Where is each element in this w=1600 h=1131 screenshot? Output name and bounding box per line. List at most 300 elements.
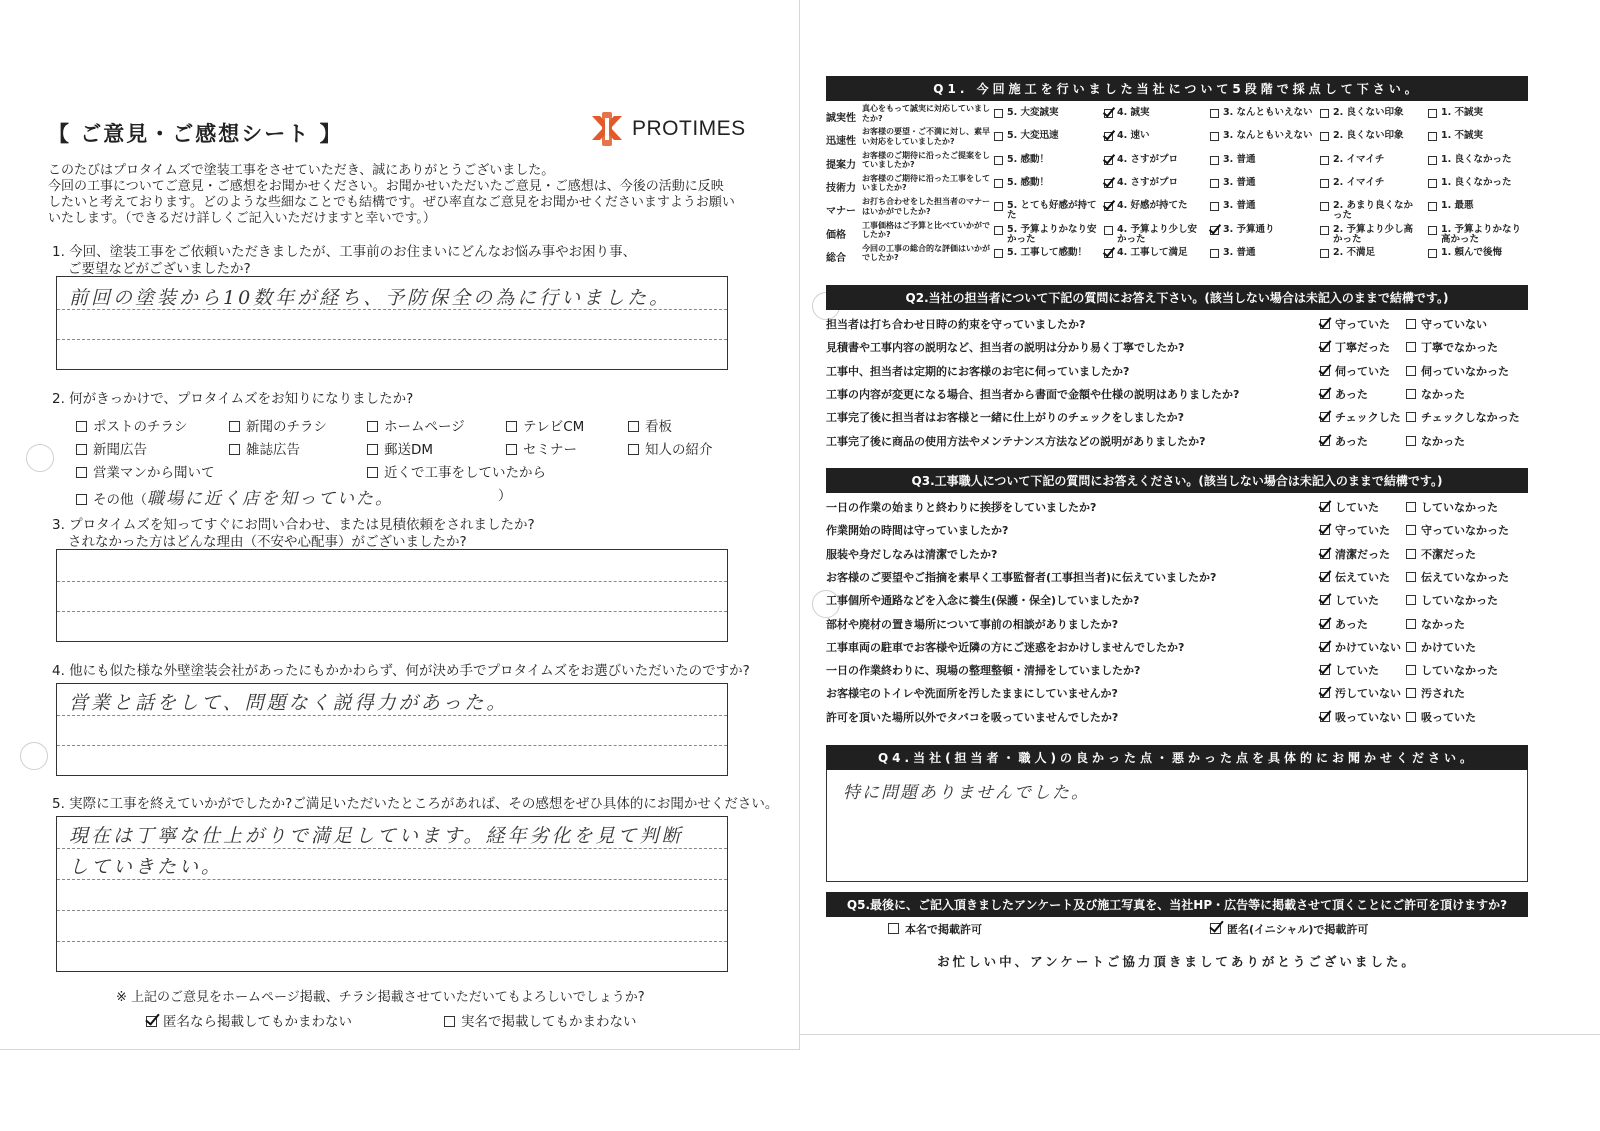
q5-option-real-name[interactable]: 本名で掲載許可 — [888, 921, 982, 937]
q1-option[interactable] — [1320, 108, 1420, 118]
checkbox[interactable] — [994, 109, 1003, 118]
q1-option[interactable] — [1428, 201, 1528, 211]
q2-header-bar: Q2.当社の担当者について下記の質問にお答え下さい。(該当しない場合は未記入のままで結構です。) — [826, 285, 1528, 310]
question-2: 2. 何がきっかけで、プロタイムズをお知りになりましたか? — [52, 391, 414, 407]
intro-paragraph — [48, 163, 748, 227]
q1-option[interactable] — [1104, 178, 1204, 188]
checkbox[interactable] — [994, 226, 1003, 235]
q1-category: 総合 — [826, 252, 846, 264]
checkbox[interactable] — [367, 467, 378, 478]
q1-option-label: 1. 良くなかった — [1441, 176, 1512, 188]
checkbox[interactable] — [1210, 202, 1219, 211]
option-nearby-work[interactable]: 近くで工事をしていたから — [367, 461, 546, 481]
checkbox[interactable] — [1210, 249, 1219, 258]
q3-row — [826, 589, 1528, 609]
q1-option-label: 1. 最悪 — [1441, 200, 1474, 212]
checkbox[interactable] — [1428, 132, 1437, 141]
answer-label: 丁寧だった — [1335, 341, 1390, 355]
checkbox[interactable] — [1406, 572, 1416, 582]
q1-option-label: 2. あまり良くなかった — [1333, 200, 1414, 222]
q3-row — [826, 659, 1528, 679]
checkbox[interactable] — [367, 444, 378, 455]
q5-option-initials[interactable]: 匿名(イニシャル)で掲載許可 — [1210, 921, 1368, 937]
q2-row — [826, 383, 1528, 403]
answer-rule — [57, 941, 727, 942]
q1-option-label: 4. 予算より少し安かった — [1117, 223, 1198, 245]
thank-you-message: お忙しい中、アンケートご協力頂きましてありがとうございました。 — [937, 954, 1417, 969]
answer-option-b[interactable] — [1406, 662, 1498, 678]
answer-label: あった — [1335, 387, 1368, 401]
q1-option[interactable] — [1428, 225, 1528, 245]
checkbox-checked[interactable] — [1320, 712, 1330, 722]
checkbox[interactable] — [1428, 109, 1437, 118]
checkbox[interactable] — [1320, 132, 1329, 141]
q1-question: お客様の要望・ご不満に対し、素早い対応をしていましたか? — [862, 127, 990, 146]
checkbox[interactable] — [1406, 342, 1416, 352]
intro-line: 今回の工事についてご意見・ご感想をお聞かせください。お聞かせいただいたご意見・ご感想は、今後の活動に反映 — [48, 179, 724, 194]
checkbox[interactable] — [1428, 226, 1437, 235]
q1-option-label: 4. 速い — [1117, 130, 1150, 142]
answer-label: 守っていた — [1335, 524, 1390, 538]
q4-answer-box[interactable] — [826, 770, 1528, 882]
answer-label: 丁寧でなかった — [1421, 341, 1498, 355]
checkbox[interactable] — [1406, 502, 1416, 512]
checkbox[interactable] — [1210, 179, 1219, 188]
logo-text: PROTIMES — [632, 117, 746, 140]
checkbox[interactable] — [444, 1016, 455, 1027]
answer-option-a[interactable] — [1320, 386, 1368, 402]
answer-label: あった — [1335, 617, 1368, 631]
sheet-title: 【 ご意見・ご感想シート 】 — [48, 122, 343, 146]
checkbox[interactable] — [1406, 665, 1416, 675]
q1-option[interactable] — [994, 108, 1098, 118]
q1-option[interactable] — [1428, 131, 1528, 141]
question-text: 工事中、担当者は定期的にお客様のお宅に伺っていましたか? — [826, 364, 1130, 378]
checkbox[interactable] — [994, 179, 1003, 188]
q1-option[interactable] — [1104, 108, 1204, 118]
answer-label: 伺っていなかった — [1421, 364, 1509, 378]
checkbox[interactable] — [1210, 156, 1219, 165]
answer-rule — [57, 745, 727, 746]
question-1-answer-box[interactable] — [56, 276, 728, 370]
q1-option[interactable] — [1320, 225, 1420, 245]
q3-row — [826, 613, 1528, 633]
question-text: 工事個所や通路などを入念に養生(保護・保全)していましたか? — [826, 594, 1140, 608]
answer-option-a[interactable] — [1320, 662, 1379, 678]
checkbox[interactable] — [994, 156, 1003, 165]
q1-option-label: 3. なんともいえない — [1223, 107, 1313, 118]
answer-label: 守っていない — [1421, 318, 1487, 331]
option-other[interactable]: その他（職場に近く店を知っていた。 — [76, 484, 394, 509]
answer-option-b[interactable] — [1406, 639, 1476, 655]
q1-option-label: 3. 普通 — [1223, 176, 1256, 188]
q1-category: 価格 — [826, 229, 846, 241]
answer-option-a[interactable] — [1320, 616, 1368, 632]
option-tv-cm[interactable]: テレビCM — [506, 415, 584, 435]
checkbox-checked[interactable] — [1210, 226, 1219, 235]
option-acquaintance[interactable]: 知人の紹介 — [628, 438, 713, 458]
q1-option[interactable] — [1210, 178, 1314, 188]
checkbox-checked[interactable] — [1320, 342, 1330, 352]
q1-option[interactable] — [1428, 178, 1528, 188]
q1-option[interactable] — [994, 248, 1098, 258]
answer-option-a[interactable] — [1320, 339, 1390, 355]
option-signboard[interactable]: 看板 — [628, 415, 672, 435]
checkbox[interactable] — [1406, 319, 1416, 329]
checkbox[interactable] — [1320, 202, 1329, 211]
answer-label: 吸っていない — [1335, 710, 1401, 724]
intro-line: このたびはプロタイムズで塗装工事をさせていただき、誠にありがとうございました。 — [48, 163, 555, 178]
answer-label: あった — [1335, 434, 1368, 448]
question-5-handwritten-answer-line: していきたい。 — [69, 856, 224, 878]
checkbox-checked[interactable] — [1210, 923, 1221, 934]
q1-question: 工事価格はご予算と比べていかがでしたか? — [862, 220, 990, 239]
checkbox-checked[interactable] — [1104, 179, 1113, 188]
q1-option-label: 3. 普通 — [1223, 153, 1256, 165]
checkbox[interactable] — [76, 494, 87, 505]
checkbox[interactable] — [1406, 595, 1416, 605]
checkbox-checked[interactable] — [1104, 249, 1113, 258]
q1-option-label: 1. 頼んで後悔 — [1441, 246, 1503, 258]
answer-option-b[interactable] — [1406, 316, 1487, 332]
q1-option-label: 2. 不満足 — [1333, 246, 1376, 258]
option-magazine-ad[interactable]: 雑誌広告 — [229, 438, 300, 458]
publication-note: ※ 上記のご意見をホームページ掲載、チラシ掲載させていただいてもよろしいでしょうか? — [116, 990, 645, 1005]
checkbox[interactable] — [1428, 179, 1437, 188]
checkbox[interactable] — [1320, 156, 1329, 165]
q1-option[interactable] — [1320, 178, 1420, 188]
q1-option[interactable] — [994, 201, 1098, 221]
q1-option[interactable] — [1428, 248, 1528, 258]
q1-option-label: 5. 予算よりかなり安かった — [1007, 223, 1097, 245]
answer-option-a[interactable] — [1320, 546, 1390, 562]
answer-label: かけていた — [1421, 640, 1476, 654]
question-4: 4. 他にも似た様な外壁塗装会社があったにもかかわらず、何が決め手でプロタイムズをお選びいただいたのですか? — [52, 663, 750, 679]
option-seminar[interactable]: セミナー — [506, 438, 577, 458]
answer-rule — [57, 715, 727, 716]
q1-option[interactable] — [1210, 248, 1314, 258]
checkbox[interactable] — [1428, 249, 1437, 258]
consent-real-name[interactable]: 実名で掲載してもかまわない — [444, 1010, 637, 1030]
question-text: 許可を頂いた場所以外でタバコを吸っていませんでしたか? — [826, 710, 1119, 724]
checkbox-checked[interactable] — [1320, 366, 1330, 376]
checkbox[interactable] — [1210, 132, 1219, 141]
checkbox[interactable] — [506, 444, 517, 455]
answer-option-b[interactable] — [1406, 433, 1465, 449]
answer-option-b[interactable] — [1406, 339, 1498, 355]
answer-option-b[interactable] — [1406, 409, 1520, 425]
q1-question: お打ち合わせをした担当者のマナーはいかがでしたか? — [862, 197, 990, 216]
q1-option-label: 5. 大変誠実 — [1007, 107, 1059, 118]
answer-option-a[interactable] — [1320, 409, 1401, 425]
question-text: 工事車両の駐車でお客様や近隣の方にご迷惑をおかけしませんでしたか? — [826, 640, 1185, 654]
answer-label: 伺っていた — [1335, 364, 1390, 378]
q1-option[interactable] — [1210, 201, 1314, 211]
answer-option-b[interactable] — [1406, 616, 1465, 632]
checkbox[interactable] — [1406, 688, 1416, 698]
question-text: 一日の作業終わりに、現場の整理整頓・清掃をしていましたか? — [826, 664, 1141, 678]
question-1-handwritten-answer: 前回の塗装から10数年が経ち、予防保全の為に行いました。 — [69, 287, 672, 309]
question-text: 服装や身だしなみは清潔でしたか? — [826, 547, 998, 561]
answer-option-a[interactable] — [1320, 709, 1401, 725]
checkbox[interactable] — [1104, 226, 1113, 235]
checkbox[interactable] — [1406, 525, 1416, 535]
q1-option[interactable] — [994, 131, 1098, 141]
question-4-answer-box[interactable] — [56, 683, 728, 776]
q2-row — [826, 336, 1528, 356]
q1-option-label: 3. 普通 — [1223, 246, 1256, 258]
question-text: 工事完了後に商品の使用方法やメンテナンス方法などの説明がありましたか? — [826, 434, 1206, 448]
answer-option-a[interactable] — [1320, 316, 1390, 332]
q1-option[interactable] — [1104, 225, 1204, 245]
checkbox-checked[interactable] — [1104, 156, 1113, 165]
checkbox-checked[interactable] — [1320, 412, 1330, 422]
checkbox-checked[interactable] — [1320, 502, 1330, 512]
q1-option-label: 2. 良くない印象 — [1333, 130, 1404, 142]
answer-label: 守っていた — [1335, 318, 1390, 331]
q1-option-label: 5. 大変迅速 — [1007, 130, 1059, 142]
answer-option-a[interactable] — [1320, 592, 1379, 608]
checkbox[interactable] — [1428, 156, 1437, 165]
q1-option[interactable] — [1320, 248, 1420, 258]
q1-option-label: 2. 予算より少し高かった — [1333, 223, 1414, 245]
q3-header-bar: Q3.工事職人について下記の質問にお答えください。(該当しない場合は未記入のままで結構です。) — [826, 468, 1528, 493]
checkbox[interactable] — [1320, 109, 1329, 118]
q1-option[interactable] — [1428, 155, 1528, 165]
checkbox-checked[interactable] — [1320, 525, 1330, 535]
question-text: 担当者は打ち合わせ日時の約束を守っていましたか? — [826, 318, 1086, 331]
q1-option[interactable] — [1428, 108, 1528, 118]
q4-handwritten-answer: 特に問題ありませんでした。 — [843, 783, 1090, 803]
q3-row — [826, 706, 1528, 726]
answer-label: なかった — [1421, 387, 1465, 401]
question-3 — [52, 517, 535, 551]
checkbox[interactable] — [1406, 389, 1416, 399]
q1-option[interactable] — [1210, 131, 1314, 141]
q1-row — [826, 151, 1528, 174]
checkbox[interactable] — [1406, 366, 1416, 376]
checkbox[interactable] — [1406, 412, 1416, 422]
checkbox-checked[interactable] — [1320, 549, 1330, 559]
question-text: 工事完了後に担当者はお客様と一緒に仕上がりのチェックをしましたか? — [826, 411, 1185, 425]
answer-option-a[interactable] — [1320, 685, 1401, 701]
q1-question: 真心をもって誠実に対応していましたか? — [862, 104, 990, 123]
q1-option-label: 2. イマイチ — [1333, 153, 1385, 165]
option-newspaper-flyer[interactable]: 新聞のチラシ — [229, 415, 327, 435]
checkbox-checked[interactable] — [1320, 642, 1330, 652]
q1-option-label: 4. 好感が持てた — [1117, 200, 1188, 212]
question-3-line: 3. プロタイムズを知ってすぐにお問い合わせ、または見積依頼をされましたか? — [52, 517, 535, 533]
checkbox[interactable] — [1406, 436, 1416, 446]
q1-option[interactable] — [1320, 131, 1420, 141]
answer-label: していなかった — [1421, 664, 1498, 678]
q3-row — [826, 682, 1528, 702]
checkbox[interactable] — [1406, 712, 1416, 722]
punch-hole — [20, 742, 48, 770]
answer-option-a[interactable] — [1320, 522, 1390, 538]
answer-label: 守っていなかった — [1421, 524, 1509, 538]
question-text: 見積書や工事内容の説明など、担当者の説明は分かり易く丁寧でしたか? — [826, 341, 1185, 355]
checkbox[interactable] — [1406, 642, 1416, 652]
q1-option-label: 2. イマイチ — [1333, 176, 1385, 188]
checkbox[interactable] — [1320, 249, 1329, 258]
answer-rule — [57, 339, 727, 340]
question-5-handwritten-answer-line: 現在は丁寧な仕上がりで満足しています。経年劣化を見て判断 — [69, 825, 684, 847]
checkbox[interactable] — [229, 421, 240, 432]
answer-option-a[interactable] — [1320, 569, 1390, 585]
q1-header-bar: Q1. 今回施工を行いました当社について5段階で採点して下さい。 — [826, 76, 1528, 101]
q3-row — [826, 566, 1528, 586]
checkbox-checked[interactable] — [1320, 688, 1330, 698]
option-homepage[interactable]: ホームページ — [367, 415, 465, 435]
q1-option-label: 3. 予算通り — [1223, 223, 1275, 235]
q1-option[interactable] — [994, 155, 1098, 165]
q1-row — [826, 174, 1528, 197]
q1-option-label: 3. なんともいえない — [1223, 130, 1313, 142]
answer-label: なかった — [1421, 434, 1465, 448]
answer-rule — [57, 611, 727, 612]
checkbox-checked[interactable] — [1320, 572, 1330, 582]
answer-option-a[interactable] — [1320, 363, 1390, 379]
checkbox[interactable] — [994, 132, 1003, 141]
checkbox[interactable] — [76, 421, 87, 432]
checkbox[interactable] — [888, 923, 899, 934]
answer-option-a[interactable] — [1320, 639, 1401, 655]
question-text: 部材や廃材の置き場所について事前の相談がありましたか? — [826, 617, 1119, 631]
checkbox-checked[interactable] — [1320, 389, 1330, 399]
q1-option[interactable] — [1210, 155, 1314, 165]
answer-label: 不潔だった — [1421, 547, 1476, 561]
question-5: 5. 実際に工事を終えていかがでしたか?ご満足いただいたところがあれば、その感想をぜひ具体的にお聞かせください。 — [52, 796, 779, 812]
checkbox[interactable] — [1210, 109, 1219, 118]
q1-option[interactable] — [1320, 201, 1420, 221]
q1-category: マナー — [826, 206, 856, 218]
checkbox-checked[interactable] — [1320, 665, 1330, 675]
q1-option-label: 4. 工事して満足 — [1117, 246, 1188, 258]
answer-option-b[interactable] — [1406, 592, 1498, 608]
q1-option[interactable] — [994, 178, 1098, 188]
answer-option-a[interactable] — [1320, 499, 1379, 515]
q1-option[interactable] — [1210, 225, 1314, 235]
checkbox[interactable] — [76, 467, 87, 478]
q5-header-bar: Q5.最後に、ご記入頂きましたアンケート及び施工写真を、当社HP・広告等に掲載させて頂くことにご許可を頂けますか? — [826, 892, 1528, 917]
q1-option[interactable] — [1104, 201, 1204, 211]
option-mail-dm[interactable]: 郵送DM — [367, 438, 433, 458]
answer-rule — [57, 910, 727, 911]
checkbox[interactable] — [1428, 202, 1437, 211]
question-3-line: されなかった方はどんな理由（不安や心配事）がございましたか? — [68, 534, 467, 550]
answer-option-b[interactable] — [1406, 386, 1465, 402]
question-text: お客様宅のトイレや洗面所を汚したままにしていませんか? — [826, 687, 1118, 701]
q1-row — [826, 197, 1528, 220]
checkbox[interactable] — [994, 249, 1003, 258]
q3-row — [826, 636, 1528, 656]
q4-header-bar: Q4.当社(担当者・職人)の良かった点・悪かった点を具体的にお聞かせください。 — [826, 745, 1528, 770]
q1-category: 技術力 — [826, 182, 856, 194]
checkbox-checked[interactable] — [1320, 319, 1330, 329]
checkbox[interactable] — [506, 421, 517, 432]
checkbox[interactable] — [1320, 226, 1329, 235]
answer-label: 伝えていた — [1335, 570, 1390, 584]
question-text: お客様のご要望やご指摘を素早く工事監督者(工事担当者)に伝えていましたか? — [826, 570, 1217, 584]
checkbox[interactable] — [1406, 619, 1416, 629]
checkbox[interactable] — [367, 421, 378, 432]
answer-option-a[interactable] — [1320, 433, 1368, 449]
q1-option-label: 5. 感動！ — [1007, 153, 1050, 165]
answer-option-b[interactable] — [1406, 522, 1509, 538]
checkbox-checked[interactable] — [1320, 436, 1330, 446]
protimes-logo — [588, 112, 746, 146]
consent-anonymous[interactable]: 匿名なら掲載してもかまわない — [146, 1010, 352, 1030]
answer-option-b[interactable] — [1406, 685, 1465, 701]
checkbox-checked[interactable] — [1104, 109, 1113, 118]
question-5-answer-box[interactable] — [56, 816, 728, 972]
other-handwritten-value: 職場に近く店を知っていた。 — [147, 489, 394, 509]
answer-label: 汚された — [1421, 687, 1465, 701]
option-post-flyer[interactable]: ポストのチラシ — [76, 415, 188, 435]
checkbox[interactable] — [994, 202, 1003, 211]
q1-option-label: 5. とても好感が持てた — [1007, 200, 1097, 222]
checkbox-checked[interactable] — [1320, 595, 1330, 605]
q3-row — [826, 519, 1528, 539]
answer-option-b[interactable] — [1406, 499, 1498, 515]
answer-label: 清潔だった — [1335, 547, 1390, 561]
q1-option[interactable] — [1104, 131, 1204, 141]
q1-option-label: 4. 誠実 — [1117, 107, 1150, 118]
option-salesperson[interactable]: 営業マンから聞いて — [76, 461, 215, 481]
checkbox[interactable] — [628, 421, 639, 432]
q1-option-label: 1. 予算よりかなり高かった — [1441, 223, 1522, 245]
answer-option-b[interactable] — [1406, 709, 1476, 725]
answer-option-b[interactable] — [1406, 363, 1509, 379]
q3-row — [826, 496, 1528, 516]
protimes-logo-mark-icon — [588, 112, 626, 146]
q1-option[interactable] — [1210, 108, 1314, 118]
question-3-answer-box[interactable] — [56, 549, 728, 642]
answer-label: かけていない — [1335, 640, 1401, 654]
checkbox[interactable] — [1406, 549, 1416, 559]
checkbox[interactable] — [628, 444, 639, 455]
question-text: 工事の内容が変更になる場合、担当者から書面で金額や仕様の説明はありましたか? — [826, 387, 1240, 401]
answer-rule — [57, 879, 727, 880]
checkbox-checked[interactable] — [1320, 619, 1330, 629]
q2-row — [826, 430, 1528, 450]
checkbox-checked[interactable] — [1104, 202, 1113, 211]
checkbox-checked[interactable] — [1104, 132, 1113, 141]
question-text: 一日の作業の始まりと終わりに挨拶をしていましたか? — [826, 501, 1097, 514]
answer-rule — [57, 581, 727, 582]
option-newspaper-ad[interactable]: 新聞広告 — [76, 438, 147, 458]
q2-row — [826, 406, 1528, 426]
question-text: 作業開始の時間は守っていましたか? — [826, 524, 1009, 538]
checkbox[interactable] — [1320, 179, 1329, 188]
answer-label: チェックした — [1335, 411, 1401, 425]
q1-option-label: 1. 不誠実 — [1441, 130, 1484, 142]
q1-row — [826, 244, 1528, 267]
answer-option-b[interactable] — [1406, 569, 1509, 585]
q1-option[interactable] — [1104, 248, 1204, 258]
q1-option-label: 2. 良くない印象 — [1333, 107, 1404, 118]
q1-option[interactable] — [1104, 155, 1204, 165]
q1-option[interactable] — [994, 225, 1098, 245]
checkbox-checked[interactable] — [146, 1016, 157, 1027]
q1-question: 今回の工事の総合的な評価はいかがでしたか? — [862, 243, 990, 263]
answer-option-b[interactable] — [1406, 546, 1476, 562]
checkbox[interactable] — [229, 444, 240, 455]
checkbox[interactable] — [76, 444, 87, 455]
punch-hole — [26, 444, 54, 472]
q1-option[interactable] — [1320, 155, 1420, 165]
